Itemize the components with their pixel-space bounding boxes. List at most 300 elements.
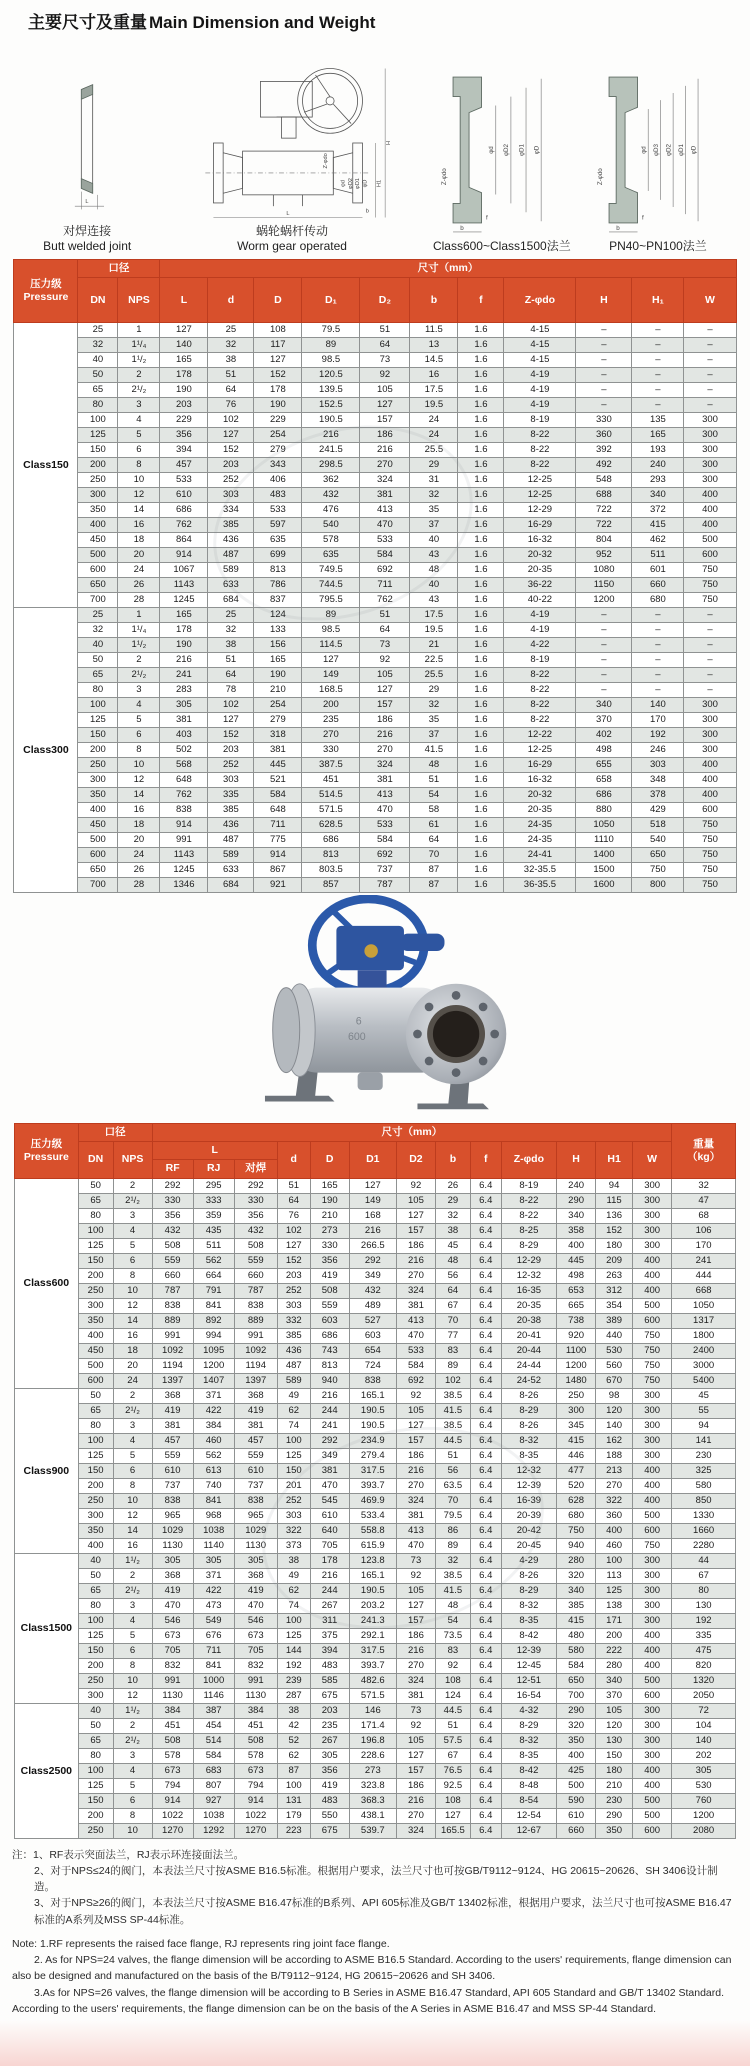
table-cell: 6.4 bbox=[470, 1238, 501, 1253]
table-cell: 300 bbox=[684, 713, 736, 728]
table-cell: 1 bbox=[118, 608, 160, 623]
table-cell: 807 bbox=[193, 1778, 234, 1793]
table-cell: 320 bbox=[557, 1718, 596, 1733]
table-cell: 450 bbox=[78, 818, 118, 833]
table-cell: 241 bbox=[160, 668, 208, 683]
table-cell: 500 bbox=[633, 1673, 672, 1688]
table-cell: 400 bbox=[633, 1778, 672, 1793]
table-cell: 190 bbox=[160, 638, 208, 653]
table-cell: 368 bbox=[234, 1388, 277, 1403]
table-cell: 2 bbox=[113, 1388, 152, 1403]
table-row bbox=[14, 863, 736, 878]
table-cell: 279 bbox=[254, 713, 302, 728]
table-row bbox=[14, 653, 736, 668]
table-cell: 737 bbox=[360, 863, 410, 878]
table-cell: 165 bbox=[254, 653, 302, 668]
table-cell: 178 bbox=[254, 383, 302, 398]
table-cell: 403 bbox=[160, 728, 208, 743]
table-cell: 65 bbox=[78, 1733, 113, 1748]
table-cell: 419 bbox=[310, 1778, 349, 1793]
table-cell: 400 bbox=[633, 1253, 672, 1268]
table-cell: 50 bbox=[78, 368, 118, 383]
table-cell: 267 bbox=[310, 1598, 349, 1613]
table-cell: 105 bbox=[360, 383, 410, 398]
table-row bbox=[15, 1403, 736, 1418]
table-cell: 102 bbox=[277, 1223, 310, 1238]
table-cell: 54 bbox=[435, 1613, 470, 1628]
table-cell: 89 bbox=[302, 338, 360, 353]
table-cell: 12 bbox=[118, 488, 160, 503]
table-cell: 406 bbox=[254, 473, 302, 488]
table-cell: 168 bbox=[349, 1208, 396, 1223]
table-cell: 100 bbox=[78, 413, 118, 428]
table-cell: 300 bbox=[633, 1598, 672, 1613]
table-cell: 92 bbox=[396, 1178, 435, 1193]
table-cell: 10 bbox=[113, 1283, 152, 1298]
table-cell: 45 bbox=[672, 1388, 736, 1403]
table-cell: 26 bbox=[118, 578, 160, 593]
body-mark-class: 600 bbox=[347, 1030, 366, 1043]
table-cell: 270 bbox=[396, 1478, 435, 1493]
table-row bbox=[14, 773, 736, 788]
table-cell: 653 bbox=[557, 1283, 596, 1298]
table-cell: 1.6 bbox=[458, 818, 504, 833]
table-cell: 580 bbox=[557, 1643, 596, 1658]
table-cell: 648 bbox=[254, 803, 302, 818]
col-DN: DN bbox=[78, 278, 118, 323]
table-cell: 50 bbox=[78, 1178, 113, 1193]
table-cell: 1600 bbox=[576, 878, 632, 893]
table-cell: 1022 bbox=[234, 1808, 277, 1823]
table-cell: 127 bbox=[208, 713, 254, 728]
bore-header: 口径 bbox=[78, 260, 160, 278]
table-cell: 216 bbox=[396, 1643, 435, 1658]
table-cell: 10 bbox=[118, 758, 160, 773]
table-cell: 660 bbox=[557, 1823, 596, 1838]
table-cell: 51 bbox=[360, 323, 410, 338]
table-row bbox=[14, 788, 736, 803]
table-cell: 300 bbox=[633, 1613, 672, 1628]
table-cell: 368 bbox=[234, 1568, 277, 1583]
table-cell: 1038 bbox=[193, 1808, 234, 1823]
table-cell: 12-29 bbox=[504, 503, 576, 518]
table-cell: 300 bbox=[633, 1733, 672, 1748]
table-cell: 340 bbox=[557, 1583, 596, 1598]
table-cell: 120 bbox=[596, 1403, 633, 1418]
table-cell: 686 bbox=[576, 788, 632, 803]
table-cell: 1.6 bbox=[458, 623, 504, 638]
worm-gear-caption-en: Worm gear operated bbox=[237, 239, 347, 254]
table-cell: 171 bbox=[596, 1613, 633, 1628]
table-cell: 16-54 bbox=[501, 1688, 556, 1703]
table-cell: 673 bbox=[234, 1763, 277, 1778]
table-cell: 837 bbox=[254, 593, 302, 608]
table-cell: 743 bbox=[310, 1343, 349, 1358]
table-cell: 76.5 bbox=[435, 1763, 470, 1778]
table-cell: 4 bbox=[113, 1433, 152, 1448]
table-cell: – bbox=[576, 683, 632, 698]
table-cell: 940 bbox=[557, 1538, 596, 1553]
table-cell: 787 bbox=[234, 1283, 277, 1298]
table-cell: 6.4 bbox=[470, 1283, 501, 1298]
table-cell: 222 bbox=[596, 1643, 633, 1658]
table-cell: 813 bbox=[302, 848, 360, 863]
table-cell: 711 bbox=[254, 818, 302, 833]
table-cell: 323.8 bbox=[349, 1778, 396, 1793]
table-cell: 8-29 bbox=[501, 1403, 556, 1418]
note-en-3: 3.As for NPS=26 valves, the flange dimension will be according to B Series in ASME B16.47 Standard, API 605 Standard and GB/T 13402 Standard. According to the users' requirements, the flange dimension can be on the basis of the A Series in ASME B16.47 and MSS SP-44 Standard. bbox=[12, 1986, 725, 2015]
table-cell: 216 bbox=[396, 1793, 435, 1808]
table-cell: 287 bbox=[277, 1688, 310, 1703]
table-cell: 105 bbox=[396, 1193, 435, 1208]
table-cell: 8-29 bbox=[501, 1238, 556, 1253]
table-cell: 400 bbox=[633, 1643, 672, 1658]
table-cell: 750 bbox=[633, 1343, 672, 1358]
table-cell: 384 bbox=[234, 1703, 277, 1718]
table-cell: 279.4 bbox=[349, 1448, 396, 1463]
table-cell: 283 bbox=[160, 683, 208, 698]
table-cell: 162 bbox=[596, 1433, 633, 1448]
col-Zdo: Z-φdo bbox=[504, 278, 576, 323]
table-cell: 196.8 bbox=[349, 1733, 396, 1748]
table-cell: 589 bbox=[208, 563, 254, 578]
table-cell: 305 bbox=[160, 698, 208, 713]
table-cell: 51 bbox=[410, 773, 458, 788]
table-cell: 450 bbox=[78, 533, 118, 548]
table-cell: 470 bbox=[360, 518, 410, 533]
table-cell: 210 bbox=[254, 683, 302, 698]
table-cell: 100 bbox=[78, 698, 118, 713]
table-cell: 371 bbox=[193, 1388, 234, 1403]
table-cell: 6.4 bbox=[470, 1373, 501, 1388]
table-cell: 72 bbox=[672, 1703, 736, 1718]
table-cell: 280 bbox=[596, 1658, 633, 1673]
table-cell: 1038 bbox=[193, 1523, 234, 1538]
table-cell: – bbox=[576, 668, 632, 683]
table-cell: 157 bbox=[360, 698, 410, 713]
table-cell: 1.6 bbox=[458, 518, 504, 533]
table-cell: 2¹/₂ bbox=[113, 1583, 152, 1598]
table-cell: 10 bbox=[118, 473, 160, 488]
table-cell: 24-44 bbox=[501, 1358, 556, 1373]
table-cell: 6.4 bbox=[470, 1643, 501, 1658]
table-cell: 12-25 bbox=[504, 488, 576, 503]
table-cell: 125 bbox=[277, 1448, 310, 1463]
table-cell: 300 bbox=[633, 1433, 672, 1448]
table-cell: – bbox=[632, 353, 684, 368]
table-cell: 358 bbox=[557, 1223, 596, 1238]
table-cell: 300 bbox=[633, 1418, 672, 1433]
table-cell: 1.6 bbox=[458, 563, 504, 578]
table-cell: 14 bbox=[113, 1523, 152, 1538]
table-cell: 279 bbox=[254, 443, 302, 458]
table-cell: 12 bbox=[113, 1508, 152, 1523]
table-cell: 300 bbox=[633, 1553, 672, 1568]
table-cell: 794 bbox=[152, 1778, 193, 1793]
table-row bbox=[15, 1373, 736, 1388]
table-cell: 1270 bbox=[234, 1823, 277, 1838]
table-cell: 130 bbox=[672, 1598, 736, 1613]
table-cell: 29 bbox=[410, 683, 458, 698]
table-cell: 335 bbox=[672, 1628, 736, 1643]
table-cell: 356 bbox=[152, 1208, 193, 1223]
table-cell: 12-39 bbox=[501, 1478, 556, 1493]
table-cell: 475 bbox=[672, 1643, 736, 1658]
table-cell: 64 bbox=[277, 1193, 310, 1208]
table-cell: 8-22 bbox=[501, 1208, 556, 1223]
table-cell: 36-35.5 bbox=[504, 878, 576, 893]
size-header: 尺寸（mm） bbox=[160, 260, 736, 278]
table-cell: 292 bbox=[152, 1178, 193, 1193]
table-cell: 56 bbox=[435, 1463, 470, 1478]
table-cell: 6 bbox=[118, 728, 160, 743]
table-cell: 8-19 bbox=[501, 1178, 556, 1193]
table-cell: 6.4 bbox=[470, 1523, 501, 1538]
table-cell: 252 bbox=[208, 473, 254, 488]
table-cell: 400 bbox=[633, 1763, 672, 1778]
table-cell: 1000 bbox=[193, 1673, 234, 1688]
butt-weld-caption-zh: 对焊连接 bbox=[63, 223, 112, 238]
table-cell: 239 bbox=[277, 1673, 310, 1688]
table-row bbox=[15, 1553, 736, 1568]
table-cell: 200 bbox=[596, 1628, 633, 1643]
table-cell: 991 bbox=[234, 1673, 277, 1688]
table-cell: 460 bbox=[193, 1433, 234, 1448]
table-cell: 487 bbox=[208, 548, 254, 563]
table-cell: 216 bbox=[349, 1223, 396, 1238]
table-cell: 73 bbox=[360, 638, 410, 653]
table-cell: 32 bbox=[78, 623, 118, 638]
table-cell: 350 bbox=[78, 1313, 113, 1328]
table-cell: 140 bbox=[596, 1418, 633, 1433]
table-cell: 354 bbox=[596, 1298, 633, 1313]
table-cell: 737 bbox=[152, 1478, 193, 1493]
table-cell: 750 bbox=[633, 1328, 672, 1343]
pressure-class-label: Class2500 bbox=[15, 1703, 79, 1838]
table-cell: 6.4 bbox=[470, 1433, 501, 1448]
table-cell: 750 bbox=[684, 848, 736, 863]
table-cell: 40 bbox=[78, 353, 118, 368]
table-cell: 8 bbox=[113, 1808, 152, 1823]
table-cell: 5 bbox=[113, 1778, 152, 1793]
table-cell: 300 bbox=[684, 698, 736, 713]
table-row bbox=[15, 1688, 736, 1703]
col-RF: RF bbox=[152, 1160, 193, 1178]
table-cell: 250 bbox=[78, 758, 118, 773]
table-cell: 750 bbox=[684, 563, 736, 578]
table-cell: 711 bbox=[360, 578, 410, 593]
dim-label-d: φd bbox=[340, 179, 347, 187]
table-row bbox=[14, 548, 736, 563]
table-cell: 2400 bbox=[672, 1343, 736, 1358]
table-cell: 330 bbox=[310, 1238, 349, 1253]
table-cell: 692 bbox=[396, 1373, 435, 1388]
table-row bbox=[14, 578, 736, 593]
table-cell: 838 bbox=[152, 1493, 193, 1508]
table-cell: 665 bbox=[557, 1298, 596, 1313]
table-cell: 850 bbox=[672, 1493, 736, 1508]
table-cell: 991 bbox=[152, 1328, 193, 1343]
table-cell: 1¹/₄ bbox=[118, 623, 160, 638]
table-cell: 165.5 bbox=[435, 1823, 470, 1838]
table-cell: 73 bbox=[396, 1703, 435, 1718]
table-cell: 290 bbox=[596, 1808, 633, 1823]
table-cell: 146 bbox=[349, 1703, 396, 1718]
table-cell: 350 bbox=[78, 503, 118, 518]
table-row bbox=[15, 1343, 736, 1358]
table-cell: 673 bbox=[152, 1763, 193, 1778]
table-cell: 67 bbox=[435, 1298, 470, 1313]
table-cell: 1.6 bbox=[458, 833, 504, 848]
col-DN: DN bbox=[78, 1142, 113, 1178]
table-cell: 803.5 bbox=[302, 863, 360, 878]
table-cell: 6.4 bbox=[470, 1178, 501, 1193]
table-cell: 1050 bbox=[672, 1298, 736, 1313]
col-W: W bbox=[684, 278, 736, 323]
table-cell: 521 bbox=[254, 773, 302, 788]
table-cell: 350 bbox=[557, 1733, 596, 1748]
table-cell: 17.5 bbox=[410, 608, 458, 623]
table-cell: 1130 bbox=[152, 1538, 193, 1553]
table-cell: 1320 bbox=[672, 1673, 736, 1688]
table-cell: 5 bbox=[113, 1448, 152, 1463]
table-cell: 1080 bbox=[576, 563, 632, 578]
table-cell: 80 bbox=[672, 1583, 736, 1598]
table-cell: 1143 bbox=[160, 578, 208, 593]
table-row bbox=[15, 1673, 736, 1688]
table-cell: 440 bbox=[596, 1328, 633, 1343]
table-cell: 6.4 bbox=[470, 1418, 501, 1433]
table-cell: 597 bbox=[254, 518, 302, 533]
table-cell: 192 bbox=[632, 728, 684, 743]
pressure-class-label: Class150 bbox=[14, 323, 78, 608]
table-cell: 1346 bbox=[160, 878, 208, 893]
table-cell: 152 bbox=[254, 368, 302, 383]
table-cell: 12-22 bbox=[504, 728, 576, 743]
table-cell: 303 bbox=[277, 1508, 310, 1523]
col-D: D bbox=[254, 278, 302, 323]
table-cell: 92 bbox=[396, 1388, 435, 1403]
table-cell: – bbox=[576, 368, 632, 383]
table-cell: 8-26 bbox=[501, 1418, 556, 1433]
table-cell: 12-45 bbox=[501, 1658, 556, 1673]
table-cell: 300 bbox=[633, 1223, 672, 1238]
table-cell: 6.4 bbox=[470, 1793, 501, 1808]
pressure-class-label: Class600 bbox=[15, 1178, 79, 1388]
table-cell: – bbox=[576, 623, 632, 638]
table-row bbox=[15, 1283, 736, 1298]
table-row bbox=[14, 728, 736, 743]
table-cell: 213 bbox=[596, 1463, 633, 1478]
table-cell: 460 bbox=[596, 1538, 633, 1553]
table-cell: 100 bbox=[78, 1763, 113, 1778]
table-cell: 94 bbox=[596, 1178, 633, 1193]
table-cell: 880 bbox=[576, 803, 632, 818]
worm-gear-drawing bbox=[160, 62, 423, 255]
dim-label-L: L bbox=[85, 198, 89, 205]
table-cell: 8-22 bbox=[501, 1193, 556, 1208]
table-cell: 432 bbox=[152, 1223, 193, 1238]
table-cell: 216 bbox=[396, 1253, 435, 1268]
table-row bbox=[14, 488, 736, 503]
table-cell: 127 bbox=[396, 1598, 435, 1613]
table-cell: 120.5 bbox=[302, 368, 360, 383]
table-cell: 32 bbox=[78, 338, 118, 353]
table-cell: 127 bbox=[396, 1418, 435, 1433]
dim-label-b: b bbox=[616, 225, 620, 233]
table-cell: 20-45 bbox=[501, 1538, 556, 1553]
table-cell: 750 bbox=[684, 878, 736, 893]
table-cell: 387.5 bbox=[302, 758, 360, 773]
table-cell: 252 bbox=[277, 1283, 310, 1298]
table-cell: 125 bbox=[78, 713, 118, 728]
table-cell: 559 bbox=[234, 1253, 277, 1268]
table-cell: 476 bbox=[302, 503, 360, 518]
table-cell: 415 bbox=[557, 1433, 596, 1448]
table-cell: 273 bbox=[349, 1763, 396, 1778]
table-cell: 589 bbox=[208, 848, 254, 863]
butt-weld-diagram-image bbox=[42, 62, 132, 224]
table-cell: 150 bbox=[78, 1793, 113, 1808]
table-cell: 127 bbox=[208, 428, 254, 443]
table-cell: 140 bbox=[672, 1733, 736, 1748]
table-cell: 1050 bbox=[576, 818, 632, 833]
table-cell: 216 bbox=[360, 443, 410, 458]
table-cell: 650 bbox=[78, 578, 118, 593]
table-cell: 628 bbox=[557, 1493, 596, 1508]
table-cell: 3 bbox=[113, 1748, 152, 1763]
table-cell: 668 bbox=[672, 1283, 736, 1298]
table-cell: 14 bbox=[118, 788, 160, 803]
table-cell: 610 bbox=[152, 1463, 193, 1478]
table-cell: 8 bbox=[113, 1478, 152, 1493]
table-row bbox=[15, 1358, 736, 1373]
table-cell: 1.6 bbox=[458, 353, 504, 368]
table-cell: 124 bbox=[254, 608, 302, 623]
table-cell: 470 bbox=[310, 1478, 349, 1493]
table-cell: 150 bbox=[78, 443, 118, 458]
table-cell: 705 bbox=[152, 1643, 193, 1658]
table-cell: 4-15 bbox=[504, 323, 576, 338]
table-cell: 62 bbox=[277, 1583, 310, 1598]
table-cell: 20-35 bbox=[504, 803, 576, 818]
table-cell: 51 bbox=[435, 1718, 470, 1733]
table-cell: 216 bbox=[360, 728, 410, 743]
table-row bbox=[15, 1493, 736, 1508]
table-cell: 360 bbox=[576, 428, 632, 443]
table-cell: 64 bbox=[435, 1283, 470, 1298]
ball-valve-image bbox=[205, 895, 545, 1117]
table-cell: 125 bbox=[78, 1448, 113, 1463]
table-cell: 127 bbox=[360, 683, 410, 698]
table-cell: 1292 bbox=[193, 1823, 234, 1838]
table-cell: 18 bbox=[118, 533, 160, 548]
table-cell: 5 bbox=[113, 1628, 152, 1643]
table-cell: 436 bbox=[208, 533, 254, 548]
table-cell: 3 bbox=[113, 1208, 152, 1223]
table-cell: 305 bbox=[310, 1748, 349, 1763]
table-cell: 520 bbox=[557, 1478, 596, 1493]
table-cell: 79.5 bbox=[302, 323, 360, 338]
table-cell: 300 bbox=[78, 773, 118, 788]
note-en-2: 2. As for NPS=24 valves, the flange dimension will be according to ASME B16.5 Standard. According to the users' requirements, flange dimension can also be designed and manufactured on the basis of the B/T9112~9124, HG 20615~20626 and SH 3406. bbox=[12, 1954, 732, 1983]
table-cell: 89 bbox=[435, 1358, 470, 1373]
table-cell: 100 bbox=[277, 1433, 310, 1448]
table-cell: 584 bbox=[360, 833, 410, 848]
table-cell: 650 bbox=[557, 1673, 596, 1688]
table-cell: 6 bbox=[118, 443, 160, 458]
table-cell: 12 bbox=[113, 1688, 152, 1703]
